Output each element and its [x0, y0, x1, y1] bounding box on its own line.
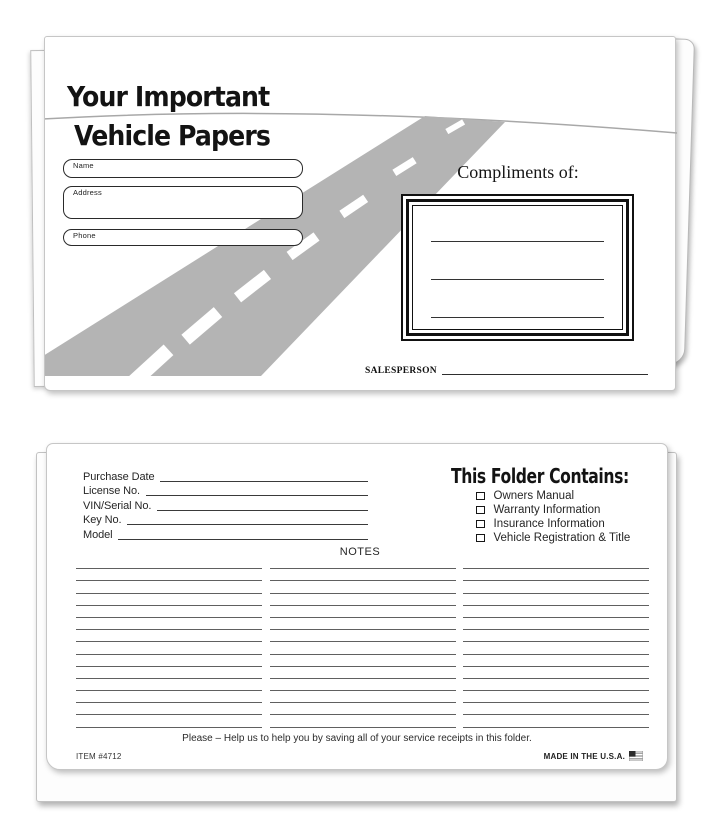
phone-field-box — [63, 229, 303, 246]
vehicle-info-fields — [83, 468, 368, 541]
notes-rule-line — [270, 618, 456, 630]
vehicle-info-row — [83, 526, 368, 541]
checklist-item-label: Vehicle Registration & Title — [493, 532, 631, 544]
checklist-item — [476, 517, 630, 531]
checkbox-icon — [476, 520, 485, 529]
notes-rule-line — [270, 679, 456, 691]
footer-note: Please – Help us to help you by saving all of your service receipts in this folder. — [182, 733, 532, 744]
notes-rule-line — [463, 703, 649, 715]
checkbox-icon — [476, 492, 485, 501]
vehicle-info-label: Model — [83, 528, 113, 541]
notes-rule-line — [463, 606, 649, 618]
notes-rule-line — [76, 642, 262, 654]
notes-rule-line — [76, 606, 262, 618]
notes-rule-line — [270, 655, 456, 667]
made-in-usa-row — [544, 751, 643, 761]
notes-rule-line — [463, 569, 649, 581]
notes-rule-line — [76, 655, 262, 667]
checklist-item-label: Owners Manual — [493, 490, 575, 502]
compliments-write-line — [431, 317, 604, 318]
vehicle-info-label: Key No. — [83, 514, 122, 526]
compliments-write-line — [431, 241, 604, 242]
us-flag-icon — [629, 751, 643, 761]
notes-rule-line — [463, 655, 649, 667]
compliments-write-line — [431, 279, 604, 280]
compliments-box — [401, 194, 634, 341]
notes-rule-line — [76, 715, 262, 727]
notes-rule-line — [270, 630, 456, 642]
name-field-label: Name — [73, 161, 94, 170]
vehicle-info-write-line — [127, 524, 368, 525]
contains-title: This Folder Contains: — [451, 464, 629, 488]
vehicle-info-label: Purchase Date — [83, 470, 155, 483]
front-title-line1: Your Important — [67, 80, 270, 113]
contains-checklist — [476, 489, 630, 545]
notes-rule-line — [270, 667, 456, 679]
notes-rule-line — [76, 691, 262, 703]
notes-rule-line — [270, 581, 456, 593]
checklist-item-label: Insurance Information — [493, 518, 605, 530]
item-number: ITEM #4712 — [76, 752, 122, 761]
made-in-usa-label: MADE IN THE U.S.A. — [543, 751, 625, 761]
checklist-item — [476, 531, 630, 545]
vehicle-info-write-line — [157, 510, 368, 511]
vehicle-info-write-line — [146, 495, 368, 496]
notes-rule-line — [270, 691, 456, 703]
notes-columns — [76, 557, 649, 728]
vehicle-info-write-line — [118, 539, 368, 540]
vehicle-info-label: License No. — [83, 485, 140, 497]
notes-column — [76, 557, 262, 728]
notes-rule-line — [76, 618, 262, 630]
compliments-box-middle-border — [406, 199, 629, 336]
notes-rule-line — [270, 594, 456, 606]
vehicle-info-label: VIN/Serial No. — [83, 499, 152, 512]
checkbox-icon — [476, 534, 485, 543]
vehicle-info-write-line — [160, 481, 368, 482]
folder-front-cover — [44, 36, 676, 391]
address-field-box — [63, 186, 303, 219]
notes-column — [270, 557, 456, 728]
notes-rule-line — [463, 630, 649, 642]
vehicle-info-row — [83, 468, 368, 483]
name-field-box — [63, 159, 303, 178]
notes-rule-line — [76, 703, 262, 715]
checklist-item-label: Warranty Information — [493, 504, 601, 516]
notes-rule-line — [270, 569, 456, 581]
checkbox-icon — [476, 506, 485, 515]
notes-rule-line — [270, 703, 456, 715]
notes-rule-line — [463, 642, 649, 654]
notes-rule-line — [76, 594, 262, 606]
vehicle-info-row — [83, 497, 368, 512]
notes-rule-line — [463, 691, 649, 703]
notes-rule-line — [270, 642, 456, 654]
compliments-box-inner-border — [412, 205, 623, 330]
salesperson-label: SALESPERSON — [365, 366, 437, 376]
compliments-label: Compliments of: — [457, 162, 579, 182]
notes-rule-line — [76, 679, 262, 691]
notes-rule-line — [270, 715, 456, 727]
notes-rule-line — [76, 630, 262, 642]
notes-rule-line — [76, 557, 262, 569]
notes-title: NOTES — [339, 546, 381, 558]
notes-rule-line — [76, 581, 262, 593]
notes-rule-line — [270, 557, 456, 569]
notes-rule-line — [463, 618, 649, 630]
salesperson-write-line — [442, 374, 648, 375]
notes-rule-line — [463, 594, 649, 606]
notes-rule-line — [463, 667, 649, 679]
address-field-label: Address — [73, 188, 102, 197]
notes-rule-line — [270, 606, 456, 618]
notes-column — [463, 557, 649, 728]
folder-back-cover — [46, 443, 668, 770]
notes-rule-line — [463, 715, 649, 727]
front-title-line2: Vehicle Papers — [74, 119, 270, 152]
checklist-item — [476, 489, 630, 503]
notes-rule-line — [463, 557, 649, 569]
notes-rule-line — [463, 679, 649, 691]
salesperson-row — [365, 366, 648, 376]
vehicle-info-row — [83, 512, 368, 527]
notes-rule-line — [76, 569, 262, 581]
phone-field-label: Phone — [73, 231, 96, 240]
notes-rule-line — [76, 667, 262, 679]
vehicle-info-row — [83, 483, 368, 498]
checklist-item — [476, 503, 630, 517]
notes-rule-line — [463, 581, 649, 593]
